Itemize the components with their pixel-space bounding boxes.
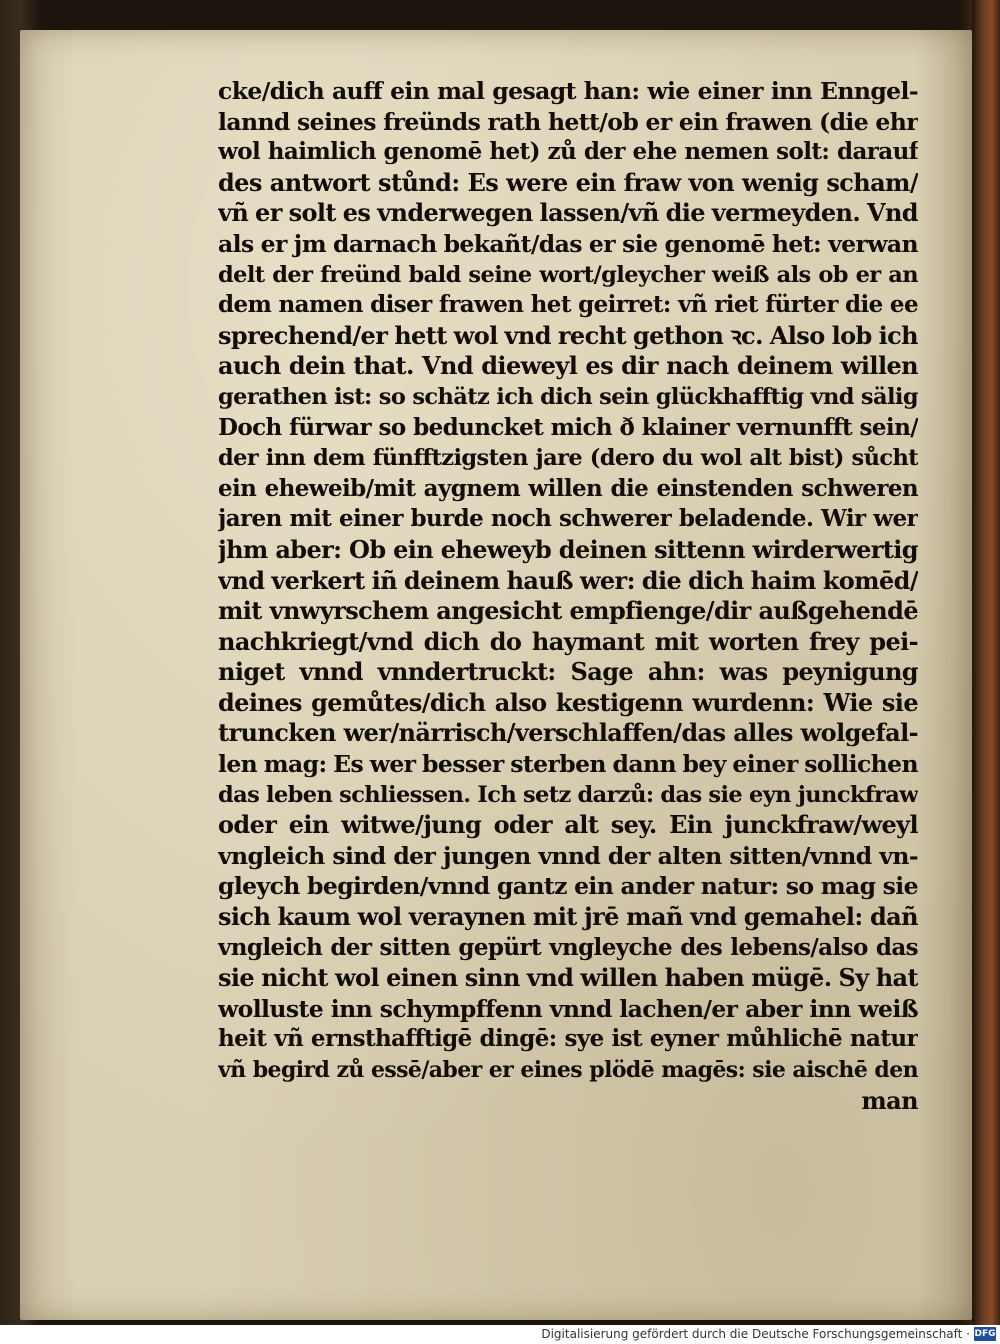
text-line: deines gemůtes/dich also kestigenn wurdenn: Wie sie [218,687,918,717]
text-line: truncken wer/närrisch/verschlaffen/das alles wolgefal- [218,718,918,748]
funding-credit: Digitalisierung gefördert durch die Deutsche Forschungsgemeinschaft · [541,1327,970,1341]
text-line: sich kaum wol veraynen mit jrē mañ vnd gemahel: dañ [218,902,918,932]
text-line: jhm aber: Ob ein eheweyb deinen sittenn wirderwertig [218,534,918,564]
text-line: vñ begird zů essē/aber er eines plödē magēs: sie aischē den [218,1057,918,1083]
text-line: auch dein that. Vnd dieweyl es dir nach deinem willen [218,351,918,381]
text-line: gerathen ist: so schätz ich dich sein glückhafftig vnd sälig [218,383,918,410]
text-line: sie nicht wol einen sinn vnd willen haben mügē. Sy hat [218,963,918,993]
book-page [20,30,972,1320]
text-line: gleych begirden/vnnd gantz ein ander natur: so mag sie [218,872,918,901]
text-line: lannd seines freünds rath hett/ob er ein frawen (die ehr [218,107,918,136]
text-line: oder ein witwe/jung oder alt sey. Ein junckfraw/weyl [218,810,918,840]
text-line: des antwort stůnd: Es were ein fraw von wenig scham/ [218,167,918,197]
text-line: ein eheweib/mit aygnem willen die einstenden schweren [218,474,918,502]
text-line: sprechend/er hett wol vnd recht gethon ꝛc. Also lob ich [218,320,918,350]
text-line: vnd verkert iñ deinem hauß wer: die dich haim komēd/ [218,565,918,595]
text-line: vngleich der sitten gepürt vngleyche des lebens/also das [218,933,918,961]
text-line: mit vnwyrschem angesicht empfienge/dir außgehendē [218,596,918,626]
text-line: delt der freünd bald seine wort/gleycher weiß als ob er an [218,261,918,288]
digitization-footer [0,1325,1000,1344]
page-text [218,76,918,1116]
text-line: jaren mit einer burde noch schwerer beladende. Wir wer [218,505,918,533]
text-line: vngleich sind der jungen vnnd der alten sitten/vnnd vn- [218,841,918,870]
text-line: vñ er solt es vnderwegen lassen/vñ die vermeyden. Vnd [218,198,918,228]
text-line: niget vnnd vnndertruckt: Sage ahn: was peynigung [218,657,918,687]
text-line: Doch fürwar so beduncket mich ð klainer vernunfft sein/ [218,413,918,441]
dfg-logo-icon: DFG [974,1329,996,1339]
text-line: heit vñ ernsthafftigē dingē: sye ist eyner můhlichē natur [218,1025,918,1053]
text-line: der inn dem fünfftzigsten jare (dero du wol alt bist) sůcht [218,445,918,472]
text-line: len mag: Es wer besser sterben dann bey einer sollichen [218,750,918,779]
text-line: cke/dich auff ein mal gesagt han: wie einer inn Enngel- [218,77,918,105]
text-line: wol haimlich genomē het) zů der ehe nemen solt: darauf [218,138,918,166]
text-line: als er jm darnach bekañt/das er sie genomē het: verwan [218,229,918,258]
text-line: wolluste inn schympffenn vnnd lachen/er aber inn weiß [218,994,918,1023]
text-line: dem namen diser frawen het geirret: vñ riet fürter die ee [218,291,918,319]
book-spine-edge [972,0,1000,1325]
text-line: nachkriegt/vnd dich do haymant mit worten frey pei- [218,626,918,656]
catchword: man [861,1085,918,1115]
text-line: das leben schliessen. Ich setz darzů: das sie eyn junckfraw [218,781,918,808]
